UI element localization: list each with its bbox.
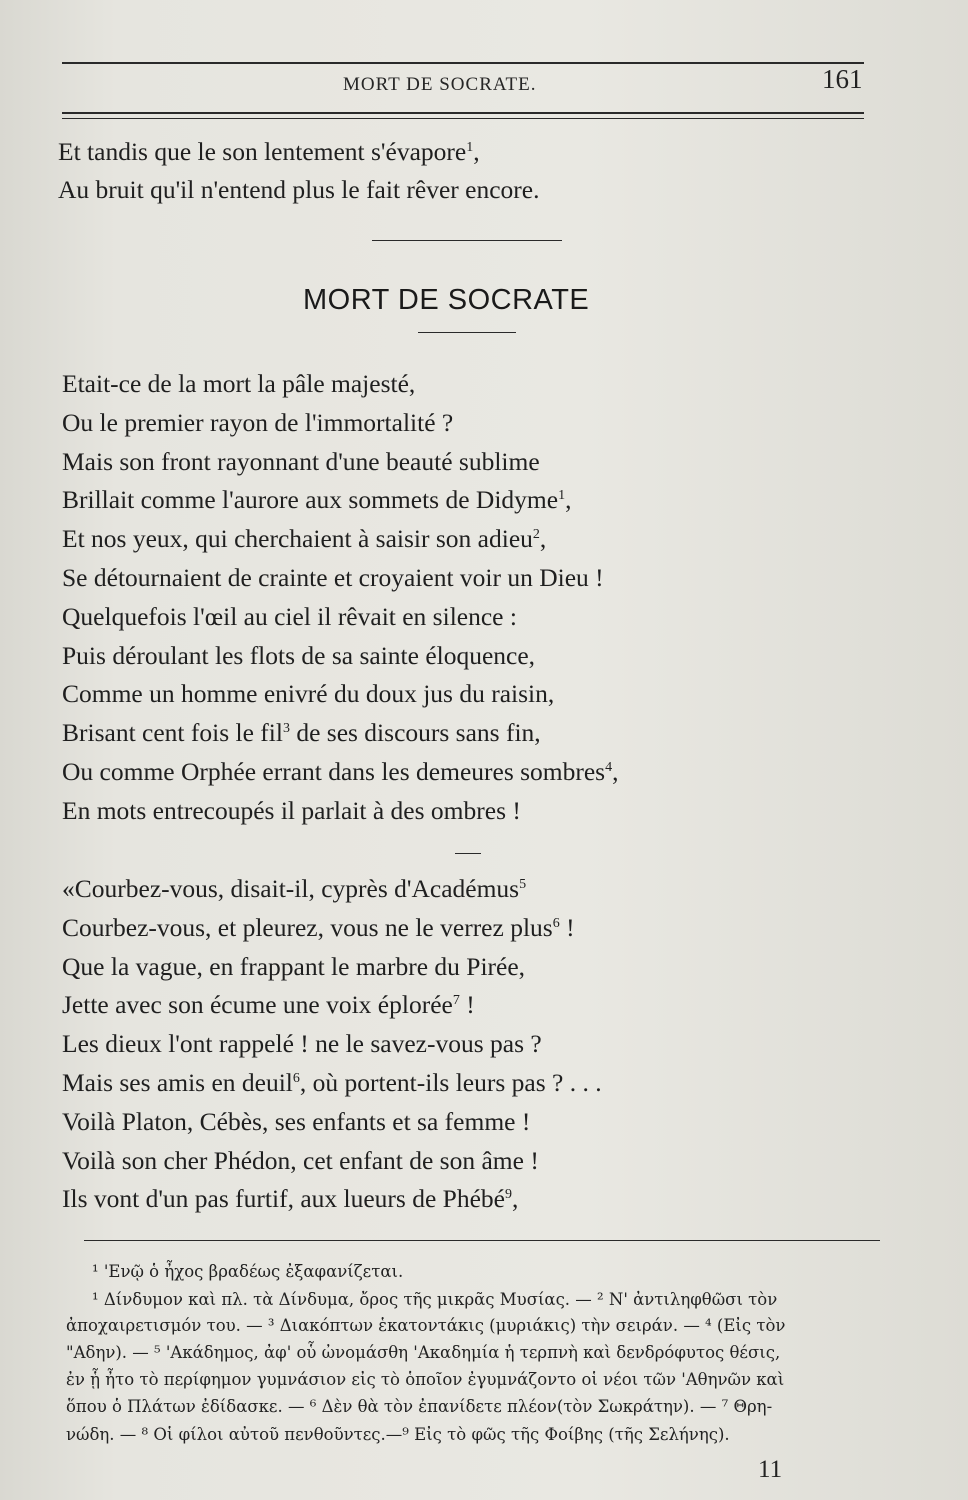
verse-text: Voilà son cher Phédon, cet enfant de son âme ! bbox=[62, 1145, 539, 1175]
verse-text-tail: ! bbox=[459, 990, 475, 1020]
note-ref: 7 bbox=[452, 993, 460, 1009]
verse-line bbox=[62, 446, 540, 476]
note-ref: 2 bbox=[532, 527, 540, 543]
verse-text: Jette avec son écume une voix éplorée bbox=[62, 990, 453, 1020]
verse-text: Mais ses amis en deuil bbox=[62, 1068, 293, 1097]
verse-text: Les dieux l'ont rappelé ! ne le savez-vous pas ? bbox=[62, 1029, 542, 1059]
verse-line bbox=[62, 1145, 539, 1175]
verse-line bbox=[62, 681, 554, 707]
note-ref: 1 bbox=[558, 488, 566, 504]
verse-text-tail: , bbox=[565, 485, 572, 515]
verse-text: Et nos yeux, qui cherchaient à saisir son adieu bbox=[62, 524, 533, 554]
verse-line bbox=[62, 1106, 531, 1136]
verse-text: Se détournaient de crainte et croyaient voir un Dieu ! bbox=[62, 563, 604, 592]
verse-line bbox=[62, 407, 454, 437]
intro-line-1: Et tandis que le son lentement s'évapore$^1$, bbox=[58, 137, 480, 166]
verse-line bbox=[62, 912, 575, 942]
note-ref: 4 bbox=[605, 760, 613, 775]
verse-line bbox=[62, 487, 571, 513]
verse-text: Voilà Platon, Cébès, ses enfants et sa femme ! bbox=[62, 1106, 531, 1136]
verse-line bbox=[62, 795, 521, 825]
poem-title: MORT DE SOCRATE bbox=[303, 284, 590, 316]
verse-text-tail: , bbox=[612, 757, 619, 786]
footnote-line: "Αδην). — ⁵ 'Ακάδημος, ἀφ' οὗ ὠνομάσθη 'Ακαδημία ἡ τερπνὴ καὶ δενδρόφυτος θέσις, bbox=[66, 1343, 781, 1362]
verse-text: Ou le premier rayon de l'immortalité ? bbox=[62, 407, 454, 437]
footnote-line: ¹ Δίνδυμον καὶ πλ. τὰ Δίνδυμα, ὄρος τῆς μικρᾶς Μυσίας. — ² Ν' ἀντιληφθῶσι τὸν bbox=[92, 1290, 778, 1309]
verse-text: Que la vague, en frappant le marbre du Pirée, bbox=[62, 951, 526, 981]
note-ref: 6 bbox=[292, 1071, 300, 1086]
note-ref: 6 bbox=[552, 915, 560, 931]
verse-text: Brillait comme l'aurore aux sommets de Didyme bbox=[62, 485, 559, 515]
verse-text-tail: , où portent-ils leurs pas ? . . . bbox=[299, 1068, 602, 1097]
section-divider bbox=[372, 240, 562, 241]
note-ref: 1 bbox=[466, 140, 474, 155]
verse-line bbox=[62, 1031, 542, 1057]
verse-text-tail: ! bbox=[559, 912, 575, 942]
stanza-divider bbox=[455, 853, 481, 854]
footnote-rule bbox=[84, 1240, 880, 1241]
verse-text: Etait-ce de la mort la pâle majesté, bbox=[62, 369, 416, 398]
verse-text-tail: de ses discours sans fin, bbox=[289, 718, 541, 748]
footnote-line: ἀποχαιρετισμόν του. — ³ Διακόπτων ἑκατοντάκις (μυριάκις) τὴν σειράν. — ⁴ (Εἰς τὸν bbox=[66, 1316, 786, 1335]
header-rule-top bbox=[62, 62, 864, 64]
header-rule-thin bbox=[62, 118, 864, 119]
verse-text: Puis déroulant les flots de sa sainte éloquence, bbox=[62, 640, 536, 670]
title-underline bbox=[418, 332, 516, 333]
verse-line bbox=[62, 601, 517, 631]
page-number: 161 bbox=[822, 64, 863, 94]
running-title: MORT DE SOCRATE. bbox=[343, 74, 537, 95]
footnote-line: ἐν ᾗ ἦτο τὸ περίφημον γυμνάσιον εἰς τὸ ὁποῖον ἐγυμνάζοντο οἱ νέοι τῶν 'Αθηνῶν καὶ bbox=[66, 1370, 785, 1389]
footnote-line: ¹ 'Ενῷ ὁ ἦχος βραδέως ἐξαφανίζεται. bbox=[92, 1262, 404, 1281]
verse-line bbox=[62, 1186, 518, 1212]
intro-line-1-text: Et tandis que le son lentement s'évapore bbox=[58, 137, 467, 166]
verse-text: Ils vont d'un pas furtif, aux lueurs de Phébé bbox=[62, 1184, 505, 1214]
verse-line bbox=[62, 1070, 602, 1096]
verse-text: Brisant cent fois le fil bbox=[62, 718, 283, 748]
signature-mark: 11 bbox=[758, 1456, 783, 1483]
footnote-line: νώδη. — ⁸ Οἱ φίλοι αὐτοῦ πενθοῦντες.—⁹ Εἰς τὸ φῶς τῆς Φοίβης (τῆς Σελήνης). bbox=[66, 1425, 730, 1444]
note-ref: 5 bbox=[519, 877, 527, 892]
note-ref: 3 bbox=[282, 721, 290, 737]
verse-line bbox=[62, 565, 604, 591]
verse-text: En mots entrecoupés il parlait à des ombres ! bbox=[62, 795, 521, 825]
header-rule-bottom bbox=[62, 112, 864, 114]
verse-text: Ou comme Orphée errant dans les demeures sombres bbox=[62, 757, 606, 786]
verse-line bbox=[62, 992, 475, 1018]
verse-line bbox=[62, 759, 618, 785]
verse-line bbox=[62, 951, 526, 981]
verse-line bbox=[62, 371, 415, 397]
verse-line bbox=[62, 720, 541, 746]
verse-text: Mais son front rayonnant d'une beauté sublime bbox=[62, 446, 540, 476]
verse-text: Courbez-vous, et pleurez, vous ne le verrez plus bbox=[62, 912, 553, 942]
verse-text: Comme un homme enivré du doux jus du raisin, bbox=[62, 679, 555, 709]
intro-line-2: Au bruit qu'il n'entend plus le fait rêver encore. bbox=[58, 175, 540, 204]
verse-line bbox=[62, 526, 546, 552]
footnote-line: ὅπου ὁ Πλάτων ἐδίδασκε. — ⁶ Δὲν θὰ τὸν ἐπανίδετε πλέον(τὸν Σωκράτην). — ⁷ Θρη- bbox=[66, 1397, 773, 1416]
verse-line bbox=[62, 876, 526, 902]
note-ref: 9 bbox=[504, 1187, 512, 1203]
verse-text-tail: , bbox=[539, 524, 547, 554]
verse-text: Quelquefois l'œil au ciel il rêvait en silence : bbox=[62, 601, 517, 631]
verse-text: «Courbez-vous, disait-il, cyprès d'Académus bbox=[62, 874, 520, 903]
verse-text-tail: , bbox=[511, 1184, 519, 1214]
verse-line bbox=[62, 640, 536, 670]
